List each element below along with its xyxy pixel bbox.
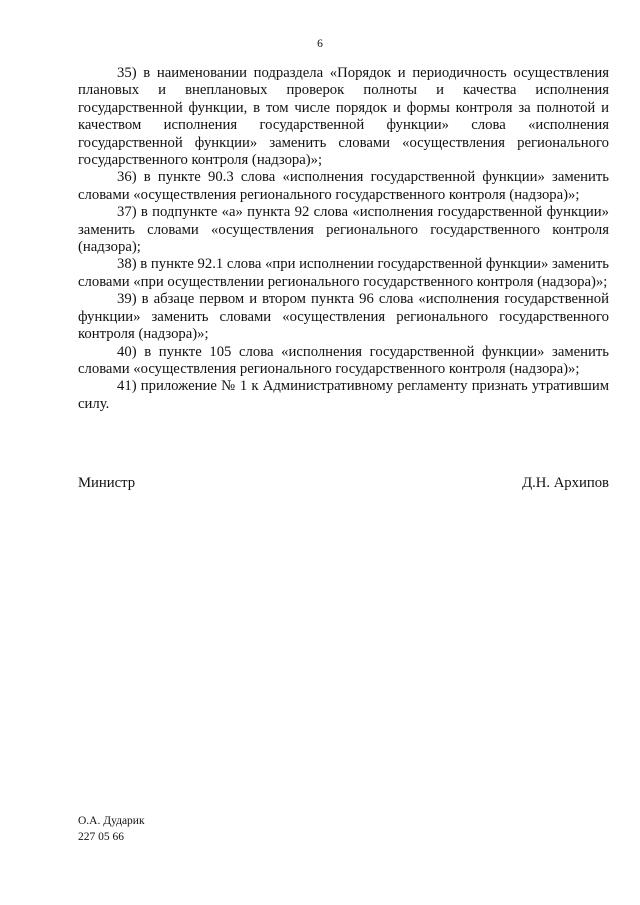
amendment-paragraph-38: 38) в пункте 92.1 слова «при исполнении государственной функции» заменить словами «при осуществлении регионального государственного контроля (надзора)»;: [78, 256, 609, 290]
executor-phone: 227 05 66: [78, 831, 124, 843]
amendment-paragraph-35: 35) в наименовании подраздела «Порядок и периодичность осуществления плановых и внеплановых проверок полноты и качества исполнения государственной функции, в том числе порядок и формы контроля за полнотой и качеством исполнения государственной функции» слова «исполнения государственной функции» заменить словами «осуществления регионального государственного контроля (надзора)»;: [78, 65, 609, 169]
amendment-paragraph-40: 40) в пункте 105 слова «исполнения государственной функции» заменить словами «осуществления регионального государственного контроля (надзора)»;: [78, 343, 609, 377]
amendment-paragraph-36: 36) в пункте 90.3 слова «исполнения государственной функции» заменить словами «осуществления регионального государственного контроля (надзора)»;: [78, 169, 609, 203]
executor-name: О.А. Дударик: [78, 815, 145, 827]
page-number: 6: [317, 38, 323, 50]
executor-block: [78, 813, 145, 845]
signature-block: [78, 474, 609, 492]
amendment-paragraph-39: 39) в абзаце первом и втором пункта 96 слова «исполнения государственной функции» заменить словами «осуществления регионального государственного контроля (надзора)»;: [78, 291, 609, 343]
amendment-paragraph-37: 37) в подпункте «а» пункта 92 слова «исполнения государственной функции» заменить словами «осуществления регионального государственного контроля (надзора);: [78, 204, 609, 256]
signatory-position: Министр: [78, 475, 136, 491]
signatory-name: Д.Н. Архипов: [522, 475, 609, 491]
amendment-paragraph-41: 41) приложение № 1 к Административному регламенту признать утратившим силу.: [78, 378, 609, 412]
amendments-list: [78, 65, 609, 413]
